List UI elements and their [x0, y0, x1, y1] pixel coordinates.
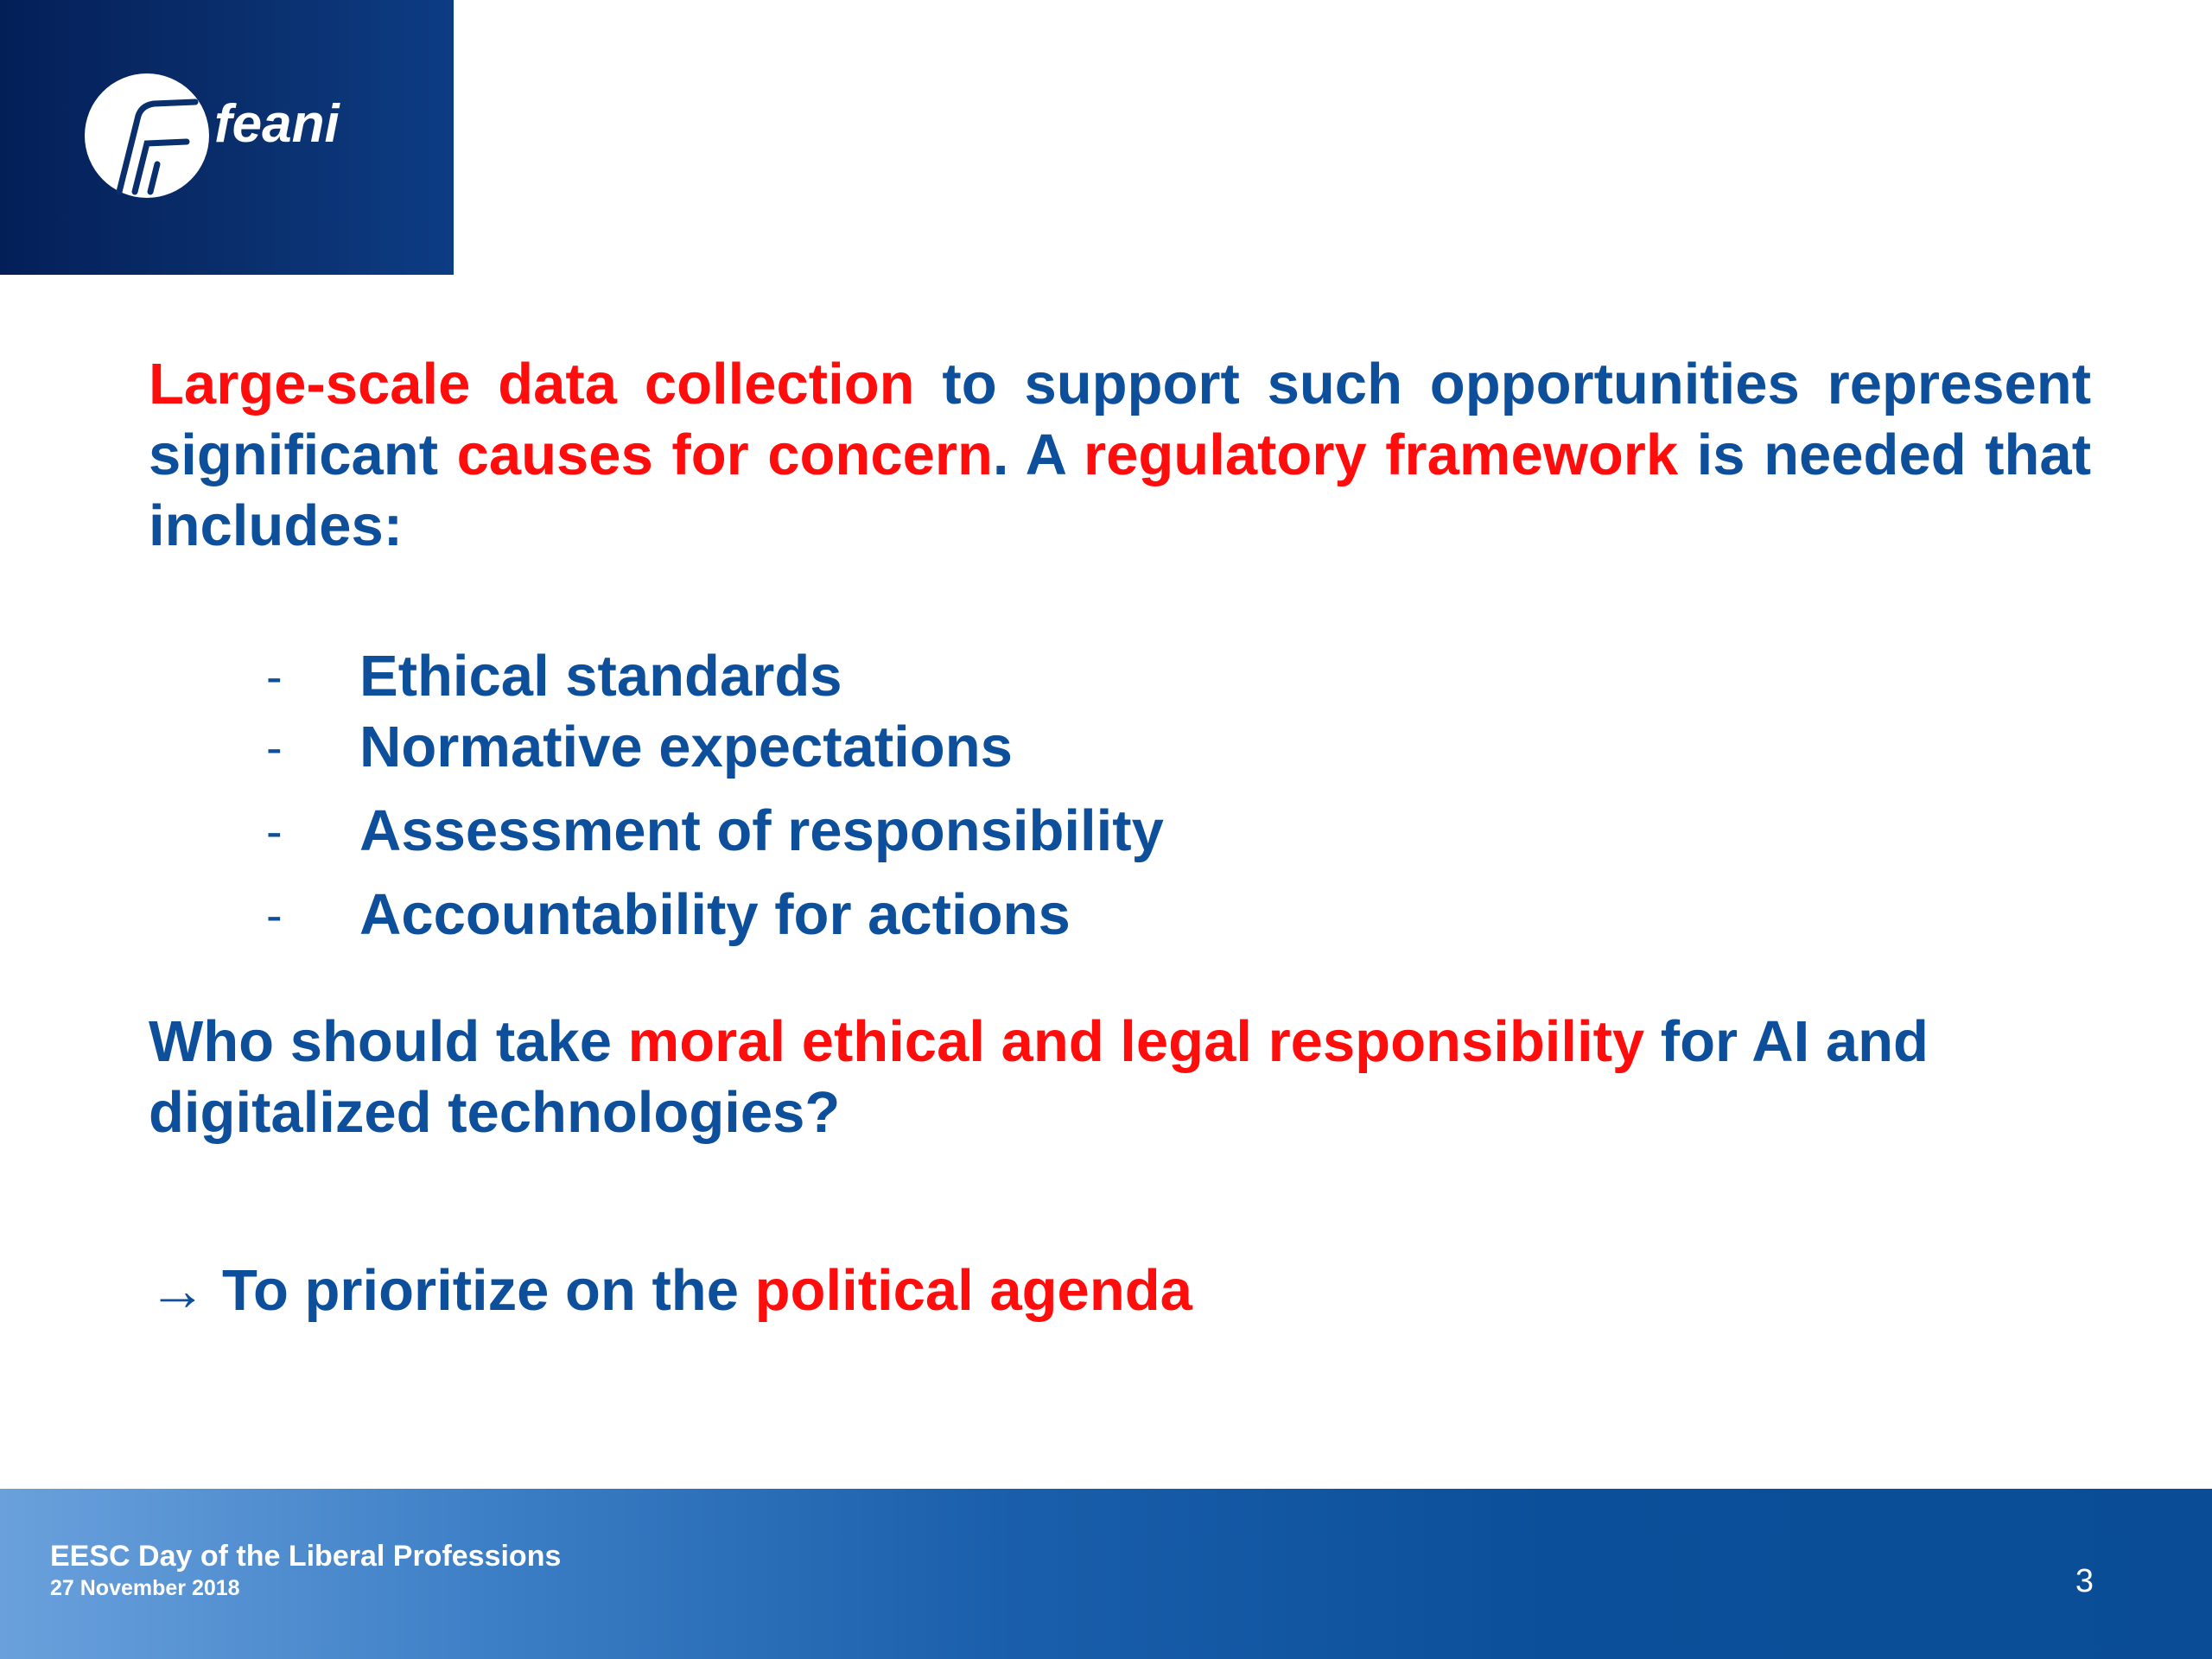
list-item-label: Normative expectations: [359, 715, 1013, 779]
list-dash: -: [266, 649, 283, 703]
footer-event-title: EESC Day of the Liberal Professions: [50, 1540, 562, 1573]
logo-text: feani: [214, 94, 340, 154]
intro-highlight-1: Large-scale data collection: [149, 352, 915, 416]
feani-logo: [85, 71, 387, 200]
list-dash: -: [266, 887, 283, 942]
list-item-label: Accountability for actions: [359, 882, 1071, 947]
conclusion-highlight: political agenda: [754, 1258, 1192, 1323]
list-item: [259, 641, 1164, 712]
intro-paragraph: [149, 349, 2091, 562]
page-number: 3: [2075, 1563, 2094, 1599]
list-item-label: Ethical standards: [359, 644, 842, 709]
intro-highlight-2: causes for concern: [456, 423, 993, 487]
list-item: [259, 712, 1164, 783]
footer-date: 27 November 2018: [50, 1576, 240, 1600]
list-item-label: Assessment of responsibility: [359, 798, 1164, 863]
logo-block: [0, 0, 454, 275]
list-item: [259, 880, 1164, 950]
arrow-right-icon: →: [149, 1258, 207, 1323]
list-dash: -: [266, 720, 283, 774]
question-paragraph: [149, 1007, 2091, 1148]
question-highlight: moral ethical and legal responsibility: [627, 1009, 1645, 1074]
requirements-list: [259, 641, 1164, 950]
intro-text-3: is needed that includes:: [149, 423, 2091, 558]
question-text-2: for AI and digitalized technologies?: [149, 1009, 1929, 1145]
intro-highlight-3: regulatory framework: [1084, 423, 1679, 487]
footer-bar: [0, 1489, 2212, 1659]
question-text-1: Who should take: [149, 1009, 628, 1074]
list-dash: -: [266, 804, 283, 858]
conclusion-line: [149, 1255, 2091, 1326]
intro-text-1: to support such opportunities represent significant: [149, 352, 2091, 487]
list-item: [259, 796, 1164, 867]
conclusion-text: To prioritize on the: [222, 1258, 755, 1323]
intro-text-2: . A: [992, 423, 1084, 487]
